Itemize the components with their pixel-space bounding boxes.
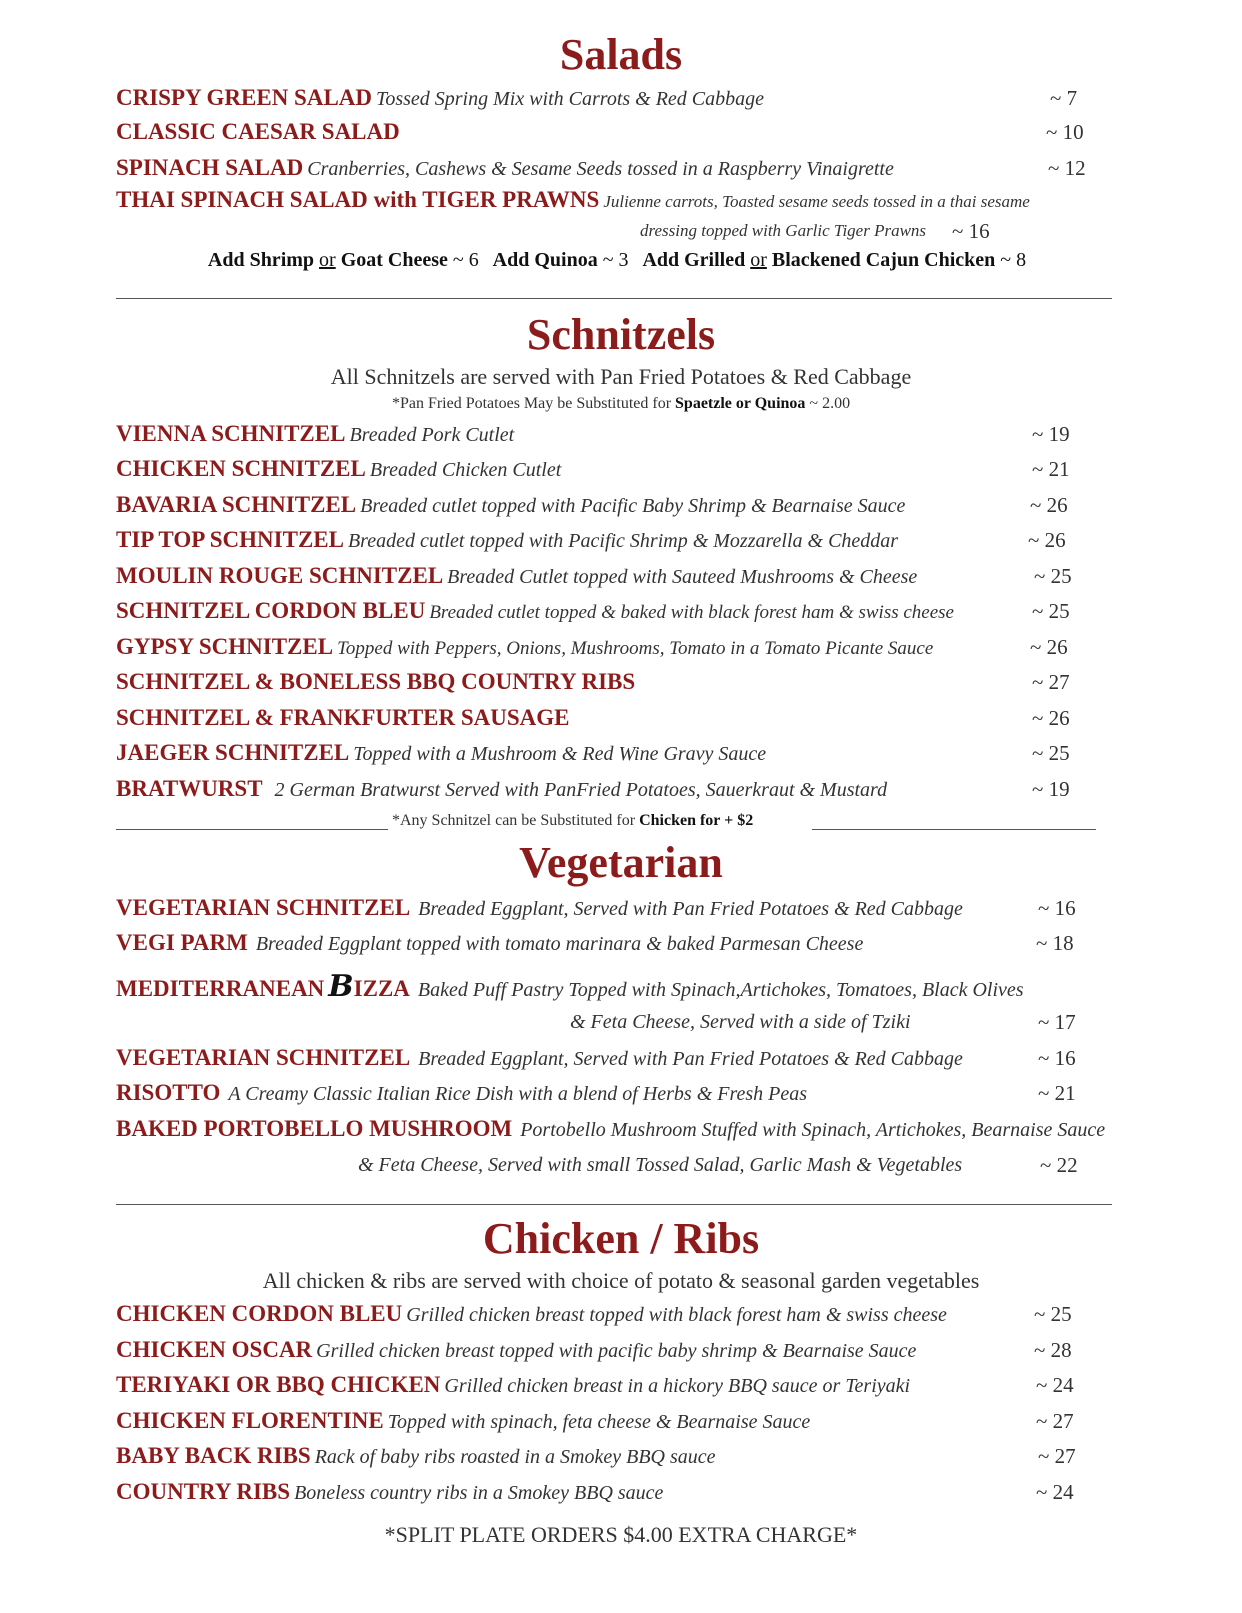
item-name: GYPSY SCHNITZEL <box>116 634 334 659</box>
item-price: ~ 16 <box>1038 896 1076 920</box>
item-name: CHICKEN OSCAR <box>116 1337 313 1362</box>
item-price: ~ 21 <box>1032 457 1070 481</box>
addon-quinoa: Add Quinoa <box>492 249 598 271</box>
item-desc: Topped with a Mushroom & Red Wine Gravy Sauce <box>353 743 767 765</box>
item-name: CHICKEN CORDON BLEU <box>116 1301 403 1326</box>
menu-item <box>116 490 905 520</box>
item-price: ~ 25 <box>1034 1302 1072 1326</box>
item-price: ~ 24 <box>1036 1373 1074 1397</box>
chicken-ribs-subtitle: All chicken & ribs are served with choice of potato & seasonal garden vegetables <box>262 1268 980 1293</box>
item-desc-continued: dressing topped with Garlic Tiger Prawns <box>640 221 927 240</box>
menu-item <box>116 83 764 113</box>
item-desc: Tossed Spring Mix with Carrots & Red Cabbage <box>376 88 765 110</box>
addon-or: or <box>750 249 767 271</box>
item-price: ~ 27 <box>1036 1409 1074 1433</box>
item-price: ~ 28 <box>1034 1338 1072 1362</box>
addon-shrimp: Add Shrimp <box>207 249 315 271</box>
item-price: ~ 26 <box>1028 528 1066 552</box>
substitution-rule-left <box>116 829 388 830</box>
menu-item <box>116 1043 963 1073</box>
item-name: TIP TOP SCHNITZEL <box>116 527 344 552</box>
substitution-note <box>392 806 753 836</box>
menu-item <box>116 596 954 626</box>
item-price: ~ 27 <box>1038 1444 1076 1468</box>
item-price: ~ 25 <box>1030 596 1070 626</box>
menu-item <box>116 1477 663 1507</box>
note-bold: Chicken for + $2 <box>639 812 754 829</box>
item-name: MEDITERRANEAN <box>116 976 325 1001</box>
item-desc: Breaded cutlet topped with Pacific Shrimp & Mozzarella & Cheddar <box>347 530 899 552</box>
menu-item <box>116 1441 716 1471</box>
menu-item <box>116 1406 810 1436</box>
menu-item <box>116 454 561 484</box>
menu-item <box>116 1114 1105 1144</box>
menu-item <box>116 928 863 958</box>
addon-goat-cheese: Goat Cheese <box>340 249 448 271</box>
menu-item <box>116 1335 916 1365</box>
item-name: CRISPY GREEN SALAD <box>116 85 373 110</box>
item-desc: 2 German Bratwurst Served with PanFried Potatoes, Sauerkraut & Mustard <box>274 779 888 801</box>
item-name: CLASSIC CAESAR SALAD <box>116 119 400 144</box>
item-name: VIENNA SCHNITZEL <box>116 421 346 446</box>
chicken-ribs-heading: Chicken / Ribs <box>482 1214 760 1263</box>
item-price: ~ 19 <box>1032 777 1070 801</box>
menu-item <box>116 117 400 147</box>
menu-item <box>116 185 1030 215</box>
vegetarian-heading: Vegetarian <box>519 838 723 887</box>
item-desc: A Creamy Classic Italian Rice Dish with a blend of Herbs & Fresh Peas <box>228 1083 808 1105</box>
item-desc: Cranberries, Cashews & Sesame Seeds tossed in a Raspberry Vinaigrette <box>307 158 894 180</box>
item-price: ~ 26 <box>1032 706 1070 730</box>
item-name-suffix: IZZA <box>353 976 410 1001</box>
addon-cajun-chicken: Blackened Cajun Chicken <box>771 249 996 271</box>
item-name: CHICKEN FLORENTINE <box>116 1408 384 1433</box>
item-name: COUNTRY RIBS <box>116 1479 291 1504</box>
item-desc: Breaded Cutlet topped with Sauteed Mushrooms & Cheese <box>447 566 918 588</box>
menu-item <box>116 561 917 591</box>
menu-item <box>116 969 1024 1004</box>
menu-item <box>116 1078 807 1108</box>
item-price: ~ 16 <box>952 219 990 243</box>
item-desc: Rack of baby ribs roasted in a Smokey BBQ sauce <box>314 1446 716 1468</box>
pizza-script-letter: B <box>328 969 354 1004</box>
menu-item <box>116 738 766 768</box>
item-name: BABY BACK RIBS <box>116 1443 311 1468</box>
menu-item <box>116 1370 910 1400</box>
note-bold: Spaetzle or Quinoa <box>675 395 806 412</box>
add-ons-line <box>0 245 1238 275</box>
schnitzels-heading: Schnitzels <box>526 310 716 359</box>
note-text: *Any Schnitzel can be Substituted for <box>392 812 640 829</box>
menu-item <box>116 893 963 923</box>
substitution-rule-right <box>812 829 1096 830</box>
item-desc: Breaded Chicken Cutlet <box>369 459 562 481</box>
item-name: SCHNITZEL CORDON BLEU <box>116 598 426 623</box>
item-price: ~ 21 <box>1038 1081 1076 1105</box>
item-desc: Baked Puff Pastry Topped with Spinach,Artichokes, Tomatoes, Black Olives <box>417 979 1024 1001</box>
menu-item <box>116 667 635 697</box>
item-price: ~ 27 <box>1032 670 1070 694</box>
item-price: ~ 7 <box>1050 86 1078 110</box>
addon-goat-price: ~ 6 <box>452 249 479 271</box>
item-price: ~ 24 <box>1036 1480 1074 1504</box>
item-name: CHICKEN SCHNITZEL <box>116 456 366 481</box>
item-desc: Grilled chicken breast topped with black forest ham & swiss cheese <box>406 1304 947 1326</box>
item-desc: Breaded Eggplant, Served with Pan Fried Potatoes & Red Cabbage <box>418 1048 963 1070</box>
item-price: ~ 12 <box>1048 156 1086 180</box>
item-desc: Breaded cutlet topped with Pacific Baby Shrimp & Bearnaise Sauce <box>360 495 906 517</box>
item-name: BAVARIA SCHNITZEL <box>116 492 357 517</box>
item-name: VEGETARIAN SCHNITZEL <box>116 895 411 920</box>
item-name: MOULIN ROUGE SCHNITZEL <box>116 563 444 588</box>
item-desc: Breaded cutlet topped & baked with black forest ham & swiss cheese <box>429 602 954 623</box>
item-name: TERIYAKI OR BBQ CHICKEN <box>116 1372 441 1397</box>
item-name: VEGETARIAN SCHNITZEL <box>116 1045 411 1070</box>
item-name: SCHNITZEL & FRANKFURTER SAUSAGE <box>116 705 570 730</box>
schnitzels-subtitle: All Schnitzels are served with Pan Fried Potatoes & Red Cabbage <box>330 364 912 389</box>
item-price: ~ 25 <box>1034 564 1072 588</box>
menu-item <box>116 703 570 733</box>
item-desc: Topped with spinach, feta cheese & Bearnaise Sauce <box>387 1411 811 1433</box>
addon-or: or <box>319 249 336 271</box>
salads-heading: Salads <box>559 30 683 79</box>
item-price: ~ 22 <box>1040 1153 1078 1177</box>
note-text: *Pan Fried Potatoes May be Substituted for <box>391 395 676 412</box>
item-name: JAEGER SCHNITZEL <box>116 740 350 765</box>
item-desc: Grilled chicken breast topped with pacific baby shrimp & Bearnaise Sauce <box>316 1340 917 1362</box>
addon-grilled: Add Grilled <box>642 249 746 271</box>
addon-quinoa-price: ~ 3 <box>602 249 629 271</box>
item-desc: Breaded Pork Cutlet <box>349 424 515 446</box>
menu-item <box>116 525 898 555</box>
item-name: SCHNITZEL & BONELESS BBQ COUNTRY RIBS <box>116 669 636 694</box>
item-desc: Portobello Mushroom Stuffed with Spinach, Artichokes, Bearnaise Sauce <box>520 1119 1106 1141</box>
menu-item <box>116 419 514 449</box>
addon-cajun-price: ~ 8 <box>1000 249 1027 271</box>
menu-item <box>116 1299 947 1329</box>
schnitzels-note <box>0 395 1242 413</box>
item-name: BAKED PORTOBELLO MUSHROOM <box>116 1116 513 1141</box>
item-name: VEGI PARM <box>116 930 248 955</box>
item-price: ~ 18 <box>1036 931 1074 955</box>
item-desc: Breaded Eggplant topped with tomato marinara & baked Parmesan Cheese <box>255 933 864 955</box>
item-desc: Topped with Peppers, Onions, Mushrooms, Tomato in a Tomato Picante Sauce <box>337 638 934 659</box>
item-price: ~ 25 <box>1032 741 1070 765</box>
item-name: THAI SPINACH SALAD with TIGER PRAWNS <box>116 187 600 212</box>
item-desc: Boneless country ribs in a Smokey BBQ sauce <box>294 1482 664 1504</box>
section-divider <box>116 298 1112 299</box>
item-price: ~ 19 <box>1032 422 1070 446</box>
item-name: SPINACH SALAD <box>116 155 304 180</box>
item-price: ~ 26 <box>1030 493 1068 517</box>
menu-item <box>116 632 933 662</box>
menu-item <box>116 774 887 804</box>
item-price: ~ 26 <box>1030 635 1068 659</box>
item-desc-continued: & Feta Cheese, Served with a side of Tziki <box>570 1011 911 1033</box>
item-desc-continued: & Feta Cheese, Served with small Tossed Salad, Garlic Mash & Vegetables <box>358 1154 963 1176</box>
item-desc: Breaded Eggplant, Served with Pan Fried Potatoes & Red Cabbage <box>418 898 963 920</box>
split-plate-footer: *SPLIT PLATE ORDERS $4.00 EXTRA CHARGE* <box>384 1522 858 1547</box>
menu-item <box>116 153 894 183</box>
item-price: ~ 17 <box>1038 1010 1076 1034</box>
item-price: ~ 10 <box>1046 120 1084 144</box>
item-desc: Grilled chicken breast in a hickory BBQ sauce or Teriyaki <box>444 1375 911 1397</box>
section-divider <box>116 1204 1112 1205</box>
item-name: BRATWURST <box>116 776 263 801</box>
item-name: RISOTTO <box>116 1080 221 1105</box>
note-price: ~ 2.00 <box>805 395 851 412</box>
item-price: ~ 16 <box>1038 1046 1076 1070</box>
item-desc: Julienne carrots, Toasted sesame seeds tossed in a thai sesame <box>603 192 1030 211</box>
